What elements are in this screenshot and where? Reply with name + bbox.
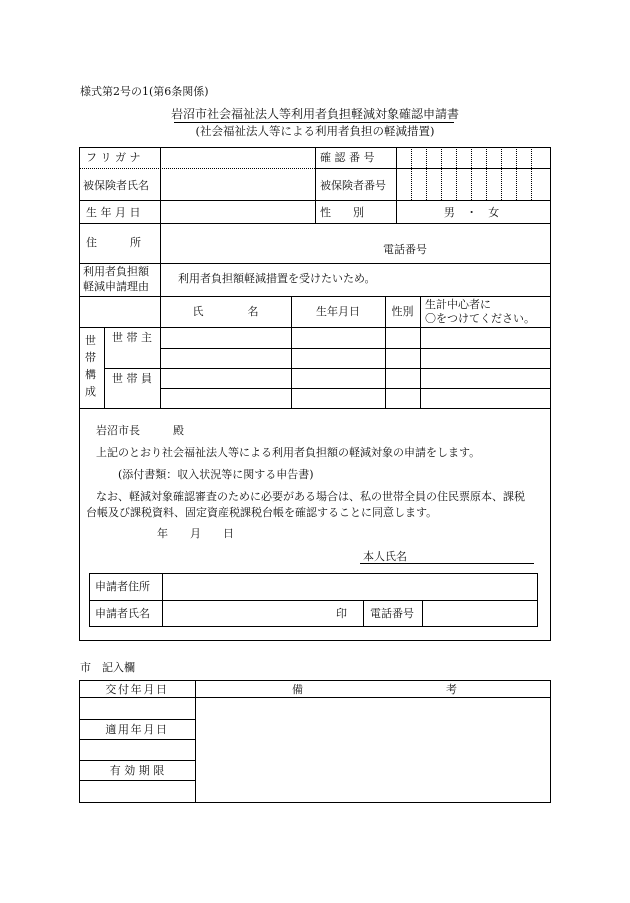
row-divider [160,388,551,389]
row-divider [79,327,551,328]
col-divider [104,327,105,408]
title-underline [174,122,454,123]
address-input[interactable] [162,225,382,262]
consent-line-1: なお、軽減対象確認審査のために必要がある場合は、私の世帯全員の住民票原本、課税 [96,490,525,503]
issue-date-input[interactable] [81,699,193,718]
attachment-note: (添付書類：収入状況等に関する申告書) [118,468,314,481]
household-col-mark-1: 生計中心者に [425,298,491,311]
date-line[interactable]: 年 月 日 [157,527,234,540]
household-col-name: 氏 名 [192,305,259,318]
reason-text: 利用者負担額軽減措置を受けたいため。 [178,272,376,285]
notes-label-1: 備 [292,683,303,696]
office-divider [79,719,195,720]
applicant-phone-input[interactable] [424,602,536,626]
household-side-label-1: 世 [85,334,96,347]
household-col-sex: 性別 [391,305,414,318]
applicant-divider [422,600,423,627]
insured-no-input[interactable] [398,170,549,199]
row-divider [79,263,551,264]
issue-date-label: 交付年月日 [105,683,169,696]
office-divider [79,760,195,761]
furigana-label: フ リ ガ ナ [86,151,141,164]
household-col-mark-2: 〇をつけてください。 [425,312,535,325]
confirm-no-label: 確 認 番 号 [320,151,375,164]
reason-label-2: 軽減申請理由 [83,280,149,293]
address-label: 住 所 [86,236,141,249]
row-divider [104,368,551,369]
applicant-address-input[interactable] [164,575,536,599]
signature-label: 本人氏名 [363,550,407,563]
col-divider [315,147,316,223]
row-divider [79,408,551,409]
notes-input[interactable] [197,699,549,801]
phone-label: 電話番号 [383,243,427,256]
row-divider [79,223,551,224]
birth-input[interactable] [162,202,313,222]
household-head-label: 世 帯 主 [112,331,152,344]
applicant-name-label: 申請者氏名 [95,607,150,620]
furigana-divider [79,168,315,169]
row-divider [79,296,551,297]
insured-name-label: 被保険者氏名 [83,179,149,192]
office-divider [195,680,196,803]
household-col-birth: 生年月日 [316,305,360,318]
insured-name-input[interactable] [162,170,313,199]
seal-mark: 印 [336,607,347,620]
valid-period-input[interactable] [81,782,193,801]
household-side-label-2: 帯 [85,351,96,364]
addressee: 岩沼市長 殿 [96,424,184,437]
applicant-address-label: 申請者住所 [95,580,150,593]
household-member-label: 世 帯 員 [112,372,152,385]
office-section-label: 市 記入欄 [80,661,135,674]
sex-label: 性 別 [320,206,364,219]
form-title: 岩沼市社会福祉法人等利用者負担軽減対象確認申請書 [170,107,459,121]
form-number: 様式第2号の1(第6条関係) [80,85,209,98]
statement: 上記のとおり社会福祉法人等による利用者負担額の軽減対象の申請をします。 [96,446,481,459]
form-subtitle: (社会福祉法人等による利用者負担の軽減措置) [195,124,435,138]
sex-options[interactable]: 男 ・ 女 [443,206,504,219]
insured-no-label: 被保険者番号 [320,179,386,192]
applicant-divider [89,600,538,601]
confirm-no-input[interactable] [398,149,549,167]
applicant-name-input[interactable] [164,602,334,626]
office-divider [79,739,195,740]
applicant-divider [162,573,163,627]
col-divider [396,147,397,223]
row-divider [160,348,551,349]
household-side-label-3: 構 [85,368,96,381]
birth-label: 生 年 月 日 [86,206,141,219]
office-divider [79,780,195,781]
col-divider [160,147,161,296]
apply-date-label: 適用年月日 [105,723,169,736]
applicant-divider [363,600,364,627]
apply-date-input[interactable] [81,741,193,759]
office-divider [79,697,551,698]
household-side-label-4: 成 [85,385,96,398]
reason-label-1: 利用者負担額 [83,265,149,278]
consent-line-2: 台帳及び課税資料、固定資産税課税台帳を確認することに同意します。 [86,506,438,519]
notes-label-2: 考 [446,683,457,696]
applicant-phone-label: 電話番号 [370,607,414,620]
valid-period-label: 有 効 期 限 [109,764,165,777]
col-divider [420,296,421,408]
signature-underline [360,563,534,564]
furigana-input[interactable] [162,149,313,167]
